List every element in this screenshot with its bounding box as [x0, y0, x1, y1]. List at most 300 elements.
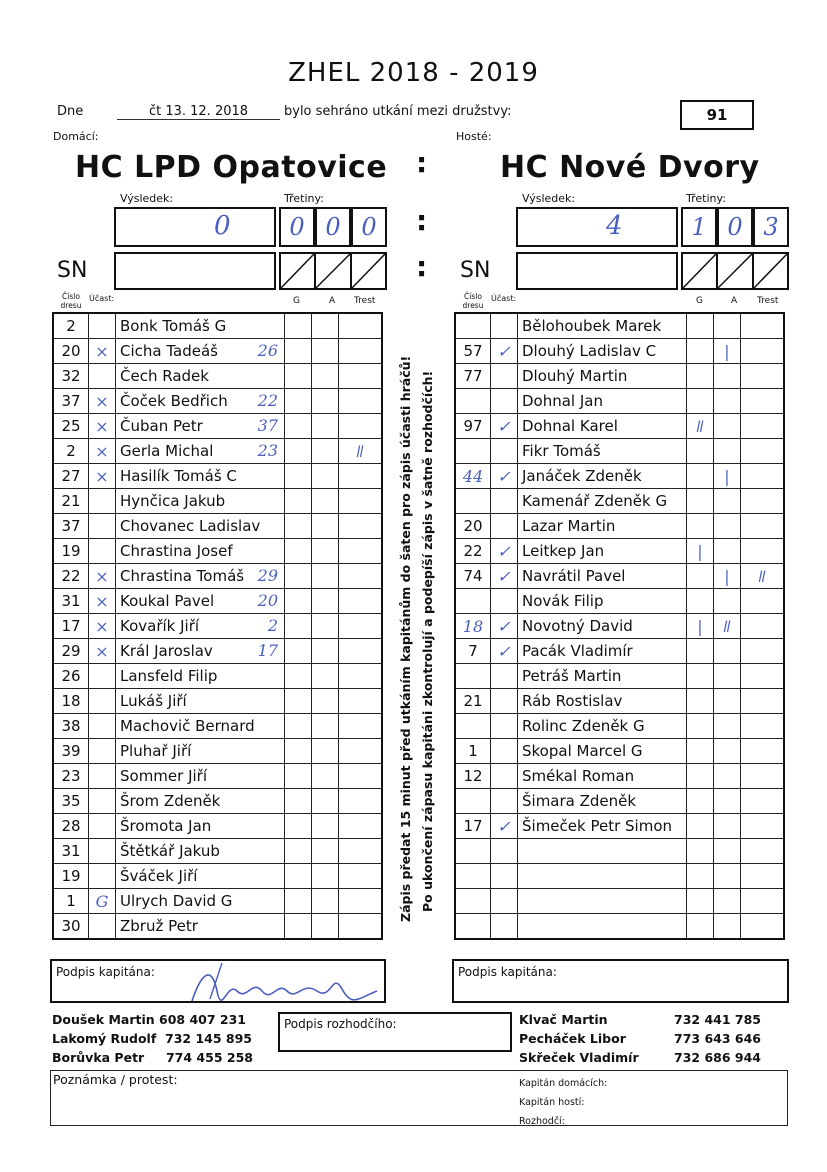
away-goals-cell[interactable]: [687, 814, 714, 839]
away-attendance-mark[interactable]: [491, 689, 518, 714]
home-jersey-number[interactable]: [53, 839, 89, 864]
home-penalty-cell[interactable]: [339, 313, 383, 339]
away-penalty-cell[interactable]: [741, 489, 785, 514]
away-player-name[interactable]: [518, 364, 687, 389]
away-assists-cell[interactable]: [714, 389, 741, 414]
away-player-name[interactable]: [518, 889, 687, 914]
away-jersey-number[interactable]: [455, 389, 491, 414]
home-goals-cell[interactable]: [285, 489, 312, 514]
home-goals-cell[interactable]: [285, 914, 312, 940]
away-attendance-mark[interactable]: [491, 714, 518, 739]
away-player-name[interactable]: [518, 564, 687, 589]
away-attendance-mark[interactable]: [491, 664, 518, 689]
home-penalty-cell[interactable]: [339, 639, 383, 664]
away-attendance-mark[interactable]: [491, 889, 518, 914]
away-penalty-cell[interactable]: [741, 389, 785, 414]
away-attendance-mark[interactable]: [491, 589, 518, 614]
away-jersey-number[interactable]: [455, 814, 491, 839]
home-jersey-number[interactable]: [53, 439, 89, 464]
away-goals-cell[interactable]: [687, 313, 714, 339]
away-assists-cell[interactable]: [714, 539, 741, 564]
away-goals-cell[interactable]: [687, 689, 714, 714]
home-player-name[interactable]: [116, 339, 285, 364]
away-penalty-cell[interactable]: [741, 714, 785, 739]
away-jersey-number[interactable]: [455, 714, 491, 739]
away-penalty-cell[interactable]: [741, 814, 785, 839]
away-attendance-mark[interactable]: [491, 564, 518, 589]
home-assists-cell[interactable]: [312, 539, 339, 564]
away-attendance-mark[interactable]: [491, 639, 518, 664]
away-goals-cell[interactable]: [687, 639, 714, 664]
home-jersey-number[interactable]: [53, 339, 89, 364]
home-penalty-cell[interactable]: [339, 339, 383, 364]
home-jersey-number[interactable]: [53, 664, 89, 689]
away-player-name[interactable]: [518, 689, 687, 714]
home-penalty-cell[interactable]: [339, 714, 383, 739]
away-assists-cell[interactable]: [714, 714, 741, 739]
home-assists-cell[interactable]: [312, 339, 339, 364]
home-penalty-cell[interactable]: [339, 889, 383, 914]
away-jersey-number[interactable]: [455, 839, 491, 864]
home-goals-cell[interactable]: [285, 789, 312, 814]
away-jersey-number[interactable]: [455, 514, 491, 539]
home-jersey-number[interactable]: [53, 614, 89, 639]
home-penalty-cell[interactable]: [339, 489, 383, 514]
away-penalty-cell[interactable]: [741, 689, 785, 714]
home-attendance-mark[interactable]: [89, 464, 116, 489]
away-attendance-mark[interactable]: [491, 439, 518, 464]
away-goals-cell[interactable]: [687, 464, 714, 489]
home-attendance-mark[interactable]: [89, 489, 116, 514]
away-assists-cell[interactable]: [714, 814, 741, 839]
home-attendance-mark[interactable]: [89, 564, 116, 589]
home-attendance-mark[interactable]: [89, 414, 116, 439]
home-goals-cell[interactable]: [285, 339, 312, 364]
away-attendance-mark[interactable]: [491, 464, 518, 489]
away-jersey-number[interactable]: [455, 639, 491, 664]
home-goals-cell[interactable]: [285, 689, 312, 714]
away-player-name[interactable]: [518, 914, 687, 940]
home-jersey-number[interactable]: [53, 714, 89, 739]
away-penalty-cell[interactable]: [741, 789, 785, 814]
home-player-name[interactable]: [116, 889, 285, 914]
home-player-name[interactable]: [116, 489, 285, 514]
away-player-name[interactable]: [518, 614, 687, 639]
away-assists-cell[interactable]: [714, 489, 741, 514]
away-attendance-mark[interactable]: [491, 389, 518, 414]
home-penalty-cell[interactable]: [339, 914, 383, 940]
home-goals-cell[interactable]: [285, 814, 312, 839]
home-jersey-number[interactable]: [53, 564, 89, 589]
away-player-name[interactable]: [518, 414, 687, 439]
away-player-name[interactable]: [518, 389, 687, 414]
home-goals-cell[interactable]: [285, 414, 312, 439]
away-goals-cell[interactable]: [687, 514, 714, 539]
away-penalty-cell[interactable]: [741, 639, 785, 664]
home-player-name[interactable]: [116, 814, 285, 839]
away-goals-cell[interactable]: [687, 914, 714, 940]
home-jersey-number[interactable]: [53, 739, 89, 764]
away-goals-cell[interactable]: [687, 664, 714, 689]
home-goals-cell[interactable]: [285, 539, 312, 564]
home-goals-cell[interactable]: [285, 589, 312, 614]
home-attendance-mark[interactable]: [89, 389, 116, 414]
away-assists-cell[interactable]: [714, 689, 741, 714]
away-penalty-cell[interactable]: [741, 739, 785, 764]
home-penalty-cell[interactable]: [339, 614, 383, 639]
home-player-name[interactable]: [116, 313, 285, 339]
away-attendance-mark[interactable]: [491, 814, 518, 839]
home-player-name[interactable]: [116, 764, 285, 789]
home-player-name[interactable]: [116, 839, 285, 864]
away-penalty-cell[interactable]: [741, 313, 785, 339]
home-attendance-mark[interactable]: [89, 839, 116, 864]
away-goals-cell[interactable]: [687, 739, 714, 764]
away-penalty-cell[interactable]: [741, 889, 785, 914]
away-jersey-number[interactable]: [455, 539, 491, 564]
away-goals-cell[interactable]: [687, 339, 714, 364]
away-goals-cell[interactable]: [687, 414, 714, 439]
home-attendance-mark[interactable]: [89, 889, 116, 914]
home-assists-cell[interactable]: [312, 814, 339, 839]
away-player-name[interactable]: [518, 539, 687, 564]
away-jersey-number[interactable]: [455, 414, 491, 439]
away-jersey-number[interactable]: [455, 739, 491, 764]
away-penalty-cell[interactable]: [741, 514, 785, 539]
away-attendance-mark[interactable]: [491, 313, 518, 339]
home-attendance-mark[interactable]: [89, 589, 116, 614]
away-attendance-mark[interactable]: [491, 489, 518, 514]
home-jersey-number[interactable]: [53, 764, 89, 789]
away-penalty-cell[interactable]: [741, 339, 785, 364]
home-assists-cell[interactable]: [312, 764, 339, 789]
away-assists-cell[interactable]: [714, 664, 741, 689]
away-goals-cell[interactable]: [687, 564, 714, 589]
away-goals-cell[interactable]: [687, 714, 714, 739]
away-penalty-cell[interactable]: [741, 364, 785, 389]
away-goals-cell[interactable]: [687, 789, 714, 814]
away-player-name[interactable]: [518, 339, 687, 364]
away-assists-cell[interactable]: [714, 889, 741, 914]
home-attendance-mark[interactable]: [89, 864, 116, 889]
away-assists-cell[interactable]: [714, 864, 741, 889]
away-captain-signature-box[interactable]: [452, 959, 789, 1003]
away-goals-cell[interactable]: [687, 439, 714, 464]
home-player-name[interactable]: [116, 589, 285, 614]
away-assists-cell[interactable]: [714, 739, 741, 764]
away-jersey-number[interactable]: [455, 614, 491, 639]
home-jersey-number[interactable]: [53, 814, 89, 839]
home-jersey-number[interactable]: [53, 514, 89, 539]
away-penalty-cell[interactable]: [741, 414, 785, 439]
home-attendance-mark[interactable]: [89, 664, 116, 689]
home-assists-cell[interactable]: [312, 489, 339, 514]
away-jersey-number[interactable]: [455, 439, 491, 464]
home-assists-cell[interactable]: [312, 789, 339, 814]
home-penalty-cell[interactable]: [339, 364, 383, 389]
home-player-name[interactable]: [116, 689, 285, 714]
home-assists-cell[interactable]: [312, 839, 339, 864]
away-player-name[interactable]: [518, 789, 687, 814]
home-penalty-cell[interactable]: [339, 514, 383, 539]
home-assists-cell[interactable]: [312, 414, 339, 439]
home-attendance-mark[interactable]: [89, 313, 116, 339]
away-attendance-mark[interactable]: [491, 339, 518, 364]
home-player-name[interactable]: [116, 639, 285, 664]
home-player-name[interactable]: [116, 389, 285, 414]
away-player-name[interactable]: [518, 639, 687, 664]
away-assists-cell[interactable]: [714, 439, 741, 464]
home-jersey-number[interactable]: [53, 364, 89, 389]
home-penalty-cell[interactable]: [339, 564, 383, 589]
home-assists-cell[interactable]: [312, 614, 339, 639]
note-box[interactable]: [50, 1070, 788, 1126]
home-penalty-cell[interactable]: [339, 689, 383, 714]
home-attendance-mark[interactable]: [89, 689, 116, 714]
away-player-name[interactable]: [518, 739, 687, 764]
home-assists-cell[interactable]: [312, 514, 339, 539]
away-assists-cell[interactable]: [714, 414, 741, 439]
home-goals-cell[interactable]: [285, 664, 312, 689]
home-player-name[interactable]: [116, 464, 285, 489]
away-penalty-cell[interactable]: [741, 539, 785, 564]
home-penalty-cell[interactable]: [339, 589, 383, 614]
away-penalty-cell[interactable]: [741, 664, 785, 689]
home-penalty-cell[interactable]: [339, 414, 383, 439]
away-jersey-number[interactable]: [455, 914, 491, 940]
home-player-name[interactable]: [116, 414, 285, 439]
home-player-name[interactable]: [116, 864, 285, 889]
away-attendance-mark[interactable]: [491, 764, 518, 789]
away-jersey-number[interactable]: [455, 664, 491, 689]
home-goals-cell[interactable]: [285, 864, 312, 889]
away-player-name[interactable]: [518, 589, 687, 614]
away-attendance-mark[interactable]: [491, 364, 518, 389]
home-player-name[interactable]: [116, 564, 285, 589]
away-penalty-cell[interactable]: [741, 864, 785, 889]
home-player-name[interactable]: [116, 714, 285, 739]
away-assists-cell[interactable]: [714, 364, 741, 389]
home-jersey-number[interactable]: [53, 464, 89, 489]
away-assists-cell[interactable]: [714, 589, 741, 614]
away-assists-cell[interactable]: [714, 514, 741, 539]
home-assists-cell[interactable]: [312, 589, 339, 614]
away-attendance-mark[interactable]: [491, 539, 518, 564]
home-jersey-number[interactable]: [53, 789, 89, 814]
away-penalty-cell[interactable]: [741, 839, 785, 864]
away-player-name[interactable]: [518, 839, 687, 864]
home-jersey-number[interactable]: [53, 889, 89, 914]
away-jersey-number[interactable]: [455, 764, 491, 789]
away-assists-cell[interactable]: [714, 313, 741, 339]
home-goals-cell[interactable]: [285, 439, 312, 464]
home-penalty-cell[interactable]: [339, 389, 383, 414]
home-assists-cell[interactable]: [312, 639, 339, 664]
away-player-name[interactable]: [518, 664, 687, 689]
away-goals-cell[interactable]: [687, 889, 714, 914]
away-attendance-mark[interactable]: [491, 514, 518, 539]
home-penalty-cell[interactable]: [339, 789, 383, 814]
home-jersey-number[interactable]: [53, 589, 89, 614]
home-penalty-cell[interactable]: [339, 764, 383, 789]
home-jersey-number[interactable]: [53, 389, 89, 414]
home-assists-cell[interactable]: [312, 914, 339, 940]
home-jersey-number[interactable]: [53, 414, 89, 439]
home-jersey-number[interactable]: [53, 914, 89, 940]
away-attendance-mark[interactable]: [491, 739, 518, 764]
away-assists-cell[interactable]: [714, 914, 741, 940]
home-captain-signature-box[interactable]: [50, 959, 386, 1003]
away-attendance-mark[interactable]: [491, 864, 518, 889]
away-penalty-cell[interactable]: [741, 589, 785, 614]
away-jersey-number[interactable]: [455, 864, 491, 889]
away-jersey-number[interactable]: [455, 564, 491, 589]
away-attendance-mark[interactable]: [491, 914, 518, 940]
away-player-name[interactable]: [518, 764, 687, 789]
away-goals-cell[interactable]: [687, 364, 714, 389]
away-goals-cell[interactable]: [687, 864, 714, 889]
away-goals-cell[interactable]: [687, 489, 714, 514]
home-penalty-cell[interactable]: [339, 539, 383, 564]
away-assists-cell[interactable]: [714, 764, 741, 789]
away-goals-cell[interactable]: [687, 764, 714, 789]
home-penalty-cell[interactable]: [339, 814, 383, 839]
home-assists-cell[interactable]: [312, 739, 339, 764]
home-goals-cell[interactable]: [285, 564, 312, 589]
home-assists-cell[interactable]: [312, 689, 339, 714]
home-jersey-number[interactable]: [53, 689, 89, 714]
away-penalty-cell[interactable]: [741, 564, 785, 589]
away-penalty-cell[interactable]: [741, 614, 785, 639]
home-player-name[interactable]: [116, 739, 285, 764]
home-assists-cell[interactable]: [312, 664, 339, 689]
away-attendance-mark[interactable]: [491, 839, 518, 864]
home-player-name[interactable]: [116, 439, 285, 464]
away-jersey-number[interactable]: [455, 339, 491, 364]
home-jersey-number[interactable]: [53, 313, 89, 339]
home-assists-cell[interactable]: [312, 313, 339, 339]
home-goals-cell[interactable]: [285, 614, 312, 639]
away-player-name[interactable]: [518, 864, 687, 889]
home-player-name[interactable]: [116, 539, 285, 564]
away-jersey-number[interactable]: [455, 464, 491, 489]
home-jersey-number[interactable]: [53, 864, 89, 889]
home-goals-cell[interactable]: [285, 364, 312, 389]
away-assists-cell[interactable]: [714, 639, 741, 664]
away-jersey-number[interactable]: [455, 689, 491, 714]
home-assists-cell[interactable]: [312, 389, 339, 414]
home-attendance-mark[interactable]: [89, 789, 116, 814]
away-penalty-cell[interactable]: [741, 764, 785, 789]
away-jersey-number[interactable]: [455, 889, 491, 914]
home-assists-cell[interactable]: [312, 464, 339, 489]
away-assists-cell[interactable]: [714, 614, 741, 639]
home-attendance-mark[interactable]: [89, 639, 116, 664]
away-goals-cell[interactable]: [687, 839, 714, 864]
home-penalty-cell[interactable]: [339, 439, 383, 464]
away-assists-cell[interactable]: [714, 564, 741, 589]
home-goals-cell[interactable]: [285, 739, 312, 764]
home-attendance-mark[interactable]: [89, 514, 116, 539]
away-penalty-cell[interactable]: [741, 439, 785, 464]
away-attendance-mark[interactable]: [491, 614, 518, 639]
away-goals-cell[interactable]: [687, 614, 714, 639]
referee-signature-box[interactable]: [278, 1012, 512, 1052]
home-assists-cell[interactable]: [312, 889, 339, 914]
away-goals-cell[interactable]: [687, 389, 714, 414]
away-goals-cell[interactable]: [687, 539, 714, 564]
home-goals-cell[interactable]: [285, 889, 312, 914]
home-penalty-cell[interactable]: [339, 839, 383, 864]
away-jersey-number[interactable]: [455, 364, 491, 389]
away-jersey-number[interactable]: [455, 489, 491, 514]
home-attendance-mark[interactable]: [89, 439, 116, 464]
home-assists-cell[interactable]: [312, 364, 339, 389]
home-jersey-number[interactable]: [53, 639, 89, 664]
home-attendance-mark[interactable]: [89, 539, 116, 564]
home-goals-cell[interactable]: [285, 714, 312, 739]
home-attendance-mark[interactable]: [89, 814, 116, 839]
home-penalty-cell[interactable]: [339, 739, 383, 764]
away-attendance-mark[interactable]: [491, 789, 518, 814]
home-player-name[interactable]: [116, 364, 285, 389]
away-player-name[interactable]: [518, 714, 687, 739]
home-goals-cell[interactable]: [285, 389, 312, 414]
home-goals-cell[interactable]: [285, 464, 312, 489]
home-player-name[interactable]: [116, 614, 285, 639]
home-goals-cell[interactable]: [285, 639, 312, 664]
home-goals-cell[interactable]: [285, 313, 312, 339]
home-attendance-mark[interactable]: [89, 614, 116, 639]
home-assists-cell[interactable]: [312, 714, 339, 739]
home-penalty-cell[interactable]: [339, 864, 383, 889]
home-penalty-cell[interactable]: [339, 664, 383, 689]
away-assists-cell[interactable]: [714, 789, 741, 814]
home-assists-cell[interactable]: [312, 864, 339, 889]
home-player-name[interactable]: [116, 789, 285, 814]
home-attendance-mark[interactable]: [89, 339, 116, 364]
away-player-name[interactable]: [518, 489, 687, 514]
away-player-name[interactable]: [518, 464, 687, 489]
home-assists-cell[interactable]: [312, 564, 339, 589]
away-jersey-number[interactable]: [455, 589, 491, 614]
home-attendance-mark[interactable]: [89, 764, 116, 789]
home-goals-cell[interactable]: [285, 764, 312, 789]
away-penalty-cell[interactable]: [741, 464, 785, 489]
home-goals-cell[interactable]: [285, 514, 312, 539]
away-assists-cell[interactable]: [714, 839, 741, 864]
home-attendance-mark[interactable]: [89, 364, 116, 389]
home-attendance-mark[interactable]: [89, 739, 116, 764]
home-penalty-cell[interactable]: [339, 464, 383, 489]
away-jersey-number[interactable]: [455, 789, 491, 814]
away-goals-cell[interactable]: [687, 589, 714, 614]
home-attendance-mark[interactable]: [89, 914, 116, 940]
away-jersey-number[interactable]: [455, 313, 491, 339]
home-jersey-number[interactable]: [53, 489, 89, 514]
away-attendance-mark[interactable]: [491, 414, 518, 439]
away-player-name[interactable]: [518, 814, 687, 839]
home-assists-cell[interactable]: [312, 439, 339, 464]
home-jersey-number[interactable]: [53, 539, 89, 564]
home-player-name[interactable]: [116, 914, 285, 940]
away-player-name[interactable]: [518, 439, 687, 464]
away-player-name[interactable]: [518, 514, 687, 539]
home-player-name[interactable]: [116, 664, 285, 689]
away-assists-cell[interactable]: [714, 339, 741, 364]
away-assists-cell[interactable]: [714, 464, 741, 489]
home-attendance-mark[interactable]: [89, 714, 116, 739]
